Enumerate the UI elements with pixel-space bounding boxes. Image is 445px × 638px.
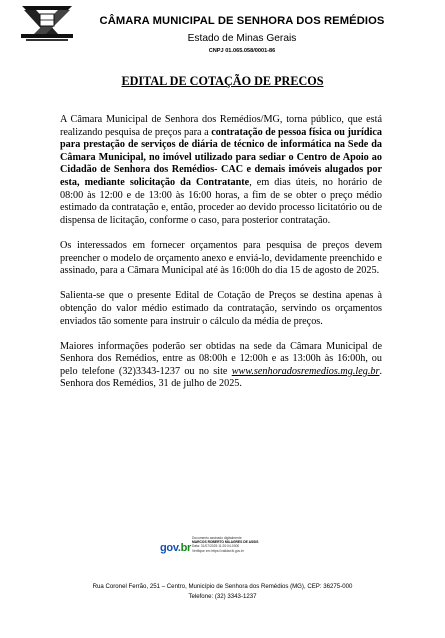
- header-cnpj: CNPJ 01.065.058/0001-86: [208, 48, 276, 54]
- paragraph-2: Os interessados em fornecer orçamentos para pesquisa de preços devem preencher o modelo de orçamento anexo e enviá-lo, devidamente preenchido e assinado, para a Câmara Municipal até às 16:00h do dia 15 de agosto de 2025.: [60, 239, 382, 277]
- signature-details: [192, 536, 302, 553]
- paragraph-4-intro: Maiores informações poderão ser obtidas na sede da Câmara Municipal de Senhora dos Remédios, entre as 08:00h e 12:00h e as 13:00h às 16:00h, ou pelo telefone (32)3343-1237 ou no site: [60, 340, 382, 377]
- chamber-emblem-icon: [18, 4, 76, 44]
- paragraph-3: Salienta-se que o presente Edital de Cotação de Preços se destina apenas à obtenção do valor médio estimado da contratação, servindo os orçamentos enviados tão somente para instruir o cálculo da média de preços.: [60, 290, 382, 327]
- header-subtitle: Estado de Minas Gerais: [187, 33, 297, 44]
- footer-phone: Telefone: (32) 3343-1237: [188, 593, 257, 600]
- signature-verify: Verifique em https://validar.iti.gov.br: [192, 548, 244, 553]
- govbr-logo-br: .br: [177, 542, 191, 554]
- document-title: EDITAL DE COTAÇÃO DE PRECOS: [121, 74, 324, 88]
- signature-date: Data: 31/07/2025 11:20:04-0300: [192, 544, 240, 549]
- paragraph-1-bold: contratação de pessoa física ou jurídica para prestação de serviços de diária de técnico de informática na Sede da Câmara Municipal, no imóvel utilizado para sediar o Centro de Apoio ao Cidadão de Senhora dos Remédios- CAC e demais imóveis alugados por esta, mediante solicitação da Contratante: [60, 126, 382, 188]
- footer-address: Rua Coronel Ferrão, 251 – Centro, Município de Senhora dos Remédios (MG), CEP: 36275-000: [92, 583, 353, 590]
- header-title: CÂMARA MUNICIPAL DE SENHORA DOS REMÉDIOS: [99, 15, 385, 27]
- paragraph-1-intro: A Câmara Municipal de Senhora dos Remédios/MG, torna público, que está realizando pesquisa de preços para a: [60, 114, 382, 138]
- signature-line-1: Documento assinado digitalmente: [192, 536, 242, 540]
- paragraph-1: [60, 114, 382, 227]
- paragraph-4-rest: . Senhora dos Remédios, 31 de julho de 2025.: [60, 365, 382, 390]
- paragraph-4: [60, 341, 382, 391]
- paragraph-1-rest: , em dias úteis, no horário de 08:00 às 12:00 e de 13:00 às 16:00 horas, a fim de se obter o preço médio estimado da contratação e, então, proceder ao devido processo licitatório ou de dispensa de licitação, conforme o caso, para posterior contratação.: [60, 176, 382, 226]
- govbr-logo-gov: gov: [160, 542, 178, 554]
- govbr-logo: [160, 542, 191, 554]
- document-body: [60, 114, 382, 404]
- digital-signature-stamp: [160, 536, 300, 562]
- website-link[interactable]: www.senhoradosremedios.mg.leg.br: [231, 365, 380, 377]
- signature-signer: MARCOS ROBERTO MILAGRES DE ASSIS: [192, 540, 259, 545]
